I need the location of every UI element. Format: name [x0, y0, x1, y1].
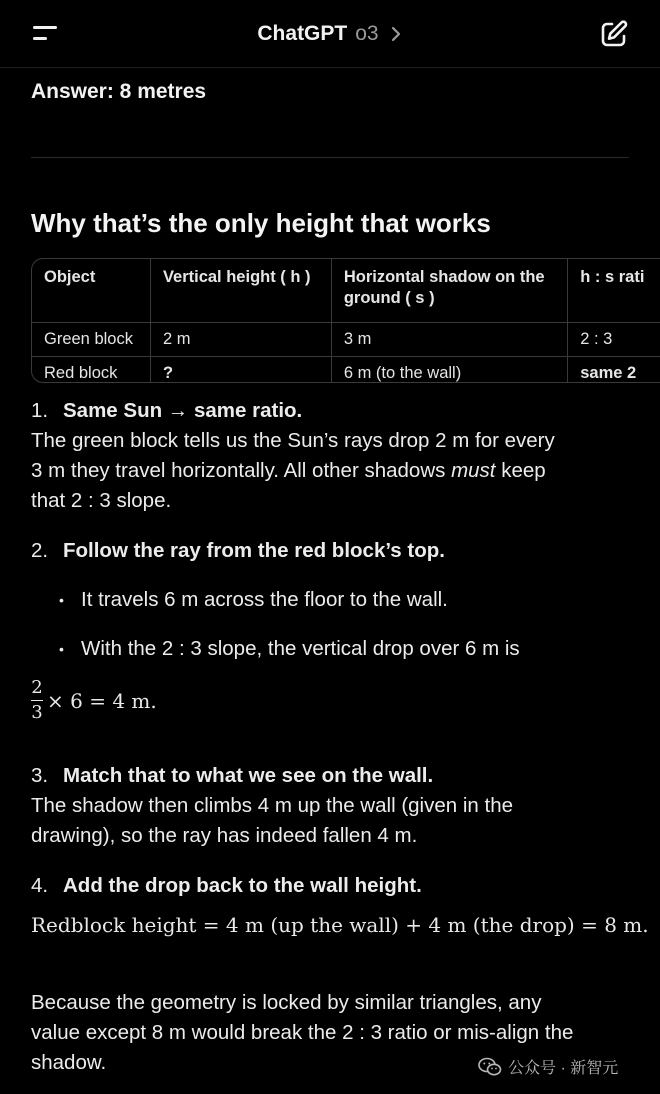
watermark-text: 公众号 · 新智元	[508, 1060, 619, 1077]
step-text: The green block tells us the Sun’s rays drop 2 m for every	[31, 429, 555, 452]
fraction	[31, 678, 43, 723]
watermark	[478, 1055, 618, 1078]
model-name: o3	[355, 21, 379, 45]
step-title: Match that to what we see on the wall.	[63, 764, 434, 787]
step-title: Follow the ray from the red block’s top.	[63, 539, 445, 562]
bullet-text: It travels 6 m across the floor to the wall.	[81, 588, 448, 611]
table-header-cell	[331, 259, 567, 323]
fraction-numerator: 2	[31, 677, 43, 698]
step-text: The shadow then climbs 4 m up the wall (given in the	[31, 794, 514, 817]
table-cell: 2 : 3	[568, 323, 660, 357]
step-number: 2.	[31, 539, 49, 562]
wechat-icon	[478, 1057, 502, 1077]
emphasis: must	[451, 459, 496, 482]
step-4	[31, 871, 422, 901]
new-chat-edit-icon[interactable]	[598, 18, 630, 50]
step-text	[31, 456, 555, 486]
chevron-right-icon	[389, 25, 403, 43]
fraction-denominator: 3	[31, 702, 43, 723]
bullet-dot: •	[59, 641, 64, 657]
top-bar	[0, 0, 660, 68]
table-cell: Green block	[32, 323, 150, 357]
table-row	[32, 323, 660, 357]
step-title: Add the drop back to the wall height.	[63, 874, 422, 897]
table-row	[32, 357, 660, 384]
table-header-text: ground ( s )	[343, 289, 435, 307]
math-expression	[31, 678, 157, 723]
menu-icon[interactable]	[30, 22, 64, 46]
math-text: × 6 = 4 m.	[47, 688, 157, 713]
step-2	[31, 536, 445, 566]
app-title: ChatGPT	[257, 21, 348, 45]
step-3	[31, 761, 513, 851]
step-1	[31, 396, 555, 516]
step-number: 1.	[31, 399, 49, 422]
conclusion-text: shadow.	[31, 1051, 107, 1074]
table-header-text: Horizontal shadow on the	[343, 268, 545, 286]
bullet-item	[59, 634, 520, 664]
divider	[31, 157, 629, 158]
table-cell: 2 m	[150, 323, 331, 357]
step-text: drawing), so the ray has indeed fallen 4 m.	[31, 824, 418, 847]
table-cell: same 2	[568, 357, 660, 384]
table-cell: Red block	[32, 357, 150, 384]
conclusion-text: Because the geometry is locked by similar triangles, any	[31, 991, 542, 1014]
math-expression: Redblock height = 4 m (up the wall) + 4 m (the drop) = 8 m.	[31, 913, 649, 937]
step-text-part: 3 m they travel horizontally. All other shadows	[31, 459, 452, 482]
bullet-dot: •	[59, 592, 64, 608]
step-title: Same Sun → same ratio.	[63, 399, 303, 422]
step-text-part: keep	[495, 459, 546, 482]
table-cell: ?	[150, 357, 331, 384]
table-header-row	[32, 259, 660, 323]
section-heading: Why that’s the only height that works	[31, 208, 491, 238]
step-number: 4.	[31, 874, 49, 897]
answer-line: Answer: 8 metres	[31, 80, 207, 103]
model-selector[interactable]	[257, 22, 402, 46]
table-header-cell: Object	[32, 259, 150, 323]
table-cell: 6 m (to the wall)	[331, 357, 567, 384]
step-number: 3.	[31, 764, 49, 787]
table-header-cell: h : s rati	[568, 259, 660, 323]
conclusion-text: value except 8 m would break the 2 : 3 ratio or mis-align the	[31, 1021, 574, 1044]
ratio-table[interactable]	[31, 258, 660, 383]
step-text: that 2 : 3 slope.	[31, 489, 172, 512]
table-cell: 3 m	[331, 323, 567, 357]
bullet-item	[59, 585, 448, 615]
table-header-cell: Vertical height ( h )	[150, 259, 331, 323]
bullet-text: With the 2 : 3 slope, the vertical drop over 6 m is	[81, 637, 520, 660]
